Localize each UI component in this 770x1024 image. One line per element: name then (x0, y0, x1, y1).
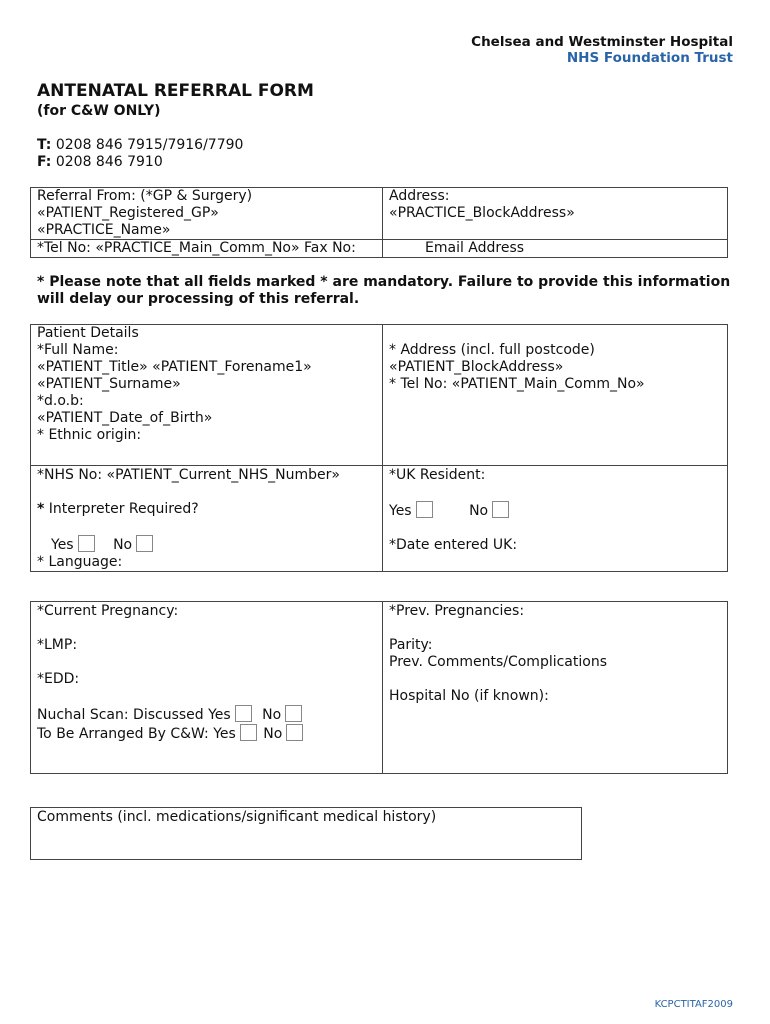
interpreter-yes-checkbox[interactable] (78, 535, 95, 552)
referral-table (30, 187, 728, 258)
form-subtitle: (for C&W ONLY) (37, 103, 161, 119)
form-title: ANTENATAL REFERRAL FORM (37, 81, 314, 101)
uk-resident-cell: *UK Resident: Yes No *Date entered UK: (383, 466, 728, 572)
interpreter-options: Yes No (37, 535, 376, 554)
practice-tel-fax-cell[interactable]: *Tel No: «PRACTICE_Main_Comm_No» Fax No: (31, 240, 383, 258)
trust-name: NHS Foundation Trust (566, 50, 733, 66)
current-pregnancy-cell[interactable]: *Current Pregnancy: *LMP: *EDD: Nuchal Scan: Discussed Yes No To Be Arranged By C&W: Yes No (31, 602, 383, 774)
comments-table (30, 807, 582, 860)
uk-resident-yes-checkbox[interactable] (416, 501, 433, 518)
nuchal-yes-checkbox[interactable] (235, 705, 252, 722)
fax-line: F: 0208 846 7910 (37, 154, 163, 170)
interpreter-no-checkbox[interactable] (136, 535, 153, 552)
patient-details-table (30, 324, 728, 572)
comments-cell[interactable]: Comments (incl. medications/significant medical history) (31, 808, 582, 860)
date-entered-uk-field[interactable]: *Date entered UK: (389, 537, 518, 553)
interpreter-question: * Interpreter Required? (37, 501, 199, 517)
previous-pregnancies-cell[interactable]: *Prev. Pregnancies: Parity: Prev. Comments/Complications Hospital No (if known): (383, 602, 728, 774)
hospital-name: Chelsea and Westminster Hospital (471, 34, 733, 50)
nuchal-scan-row: Nuchal Scan: Discussed Yes No (37, 705, 376, 724)
hospital-header (471, 34, 733, 66)
uk-resident-no-checkbox[interactable] (492, 501, 509, 518)
arranged-yes-checkbox[interactable] (240, 724, 257, 741)
arranged-no-checkbox[interactable] (286, 724, 303, 741)
nhs-number-field[interactable]: *NHS No: «PATIENT_Current_NHS_Number» (37, 467, 340, 483)
contact-numbers (37, 137, 243, 171)
patient-details-cell[interactable]: Patient Details *Full Name: «PATIENT_Title» «PATIENT_Forename1» «PATIENT_Surname» *d.o.b: «PATIENT_Date_of_Birth» * Ethnic origin: (31, 325, 383, 466)
arranged-row: To Be Arranged By C&W: Yes No (37, 724, 376, 743)
telephone-line: T: 0208 846 7915/7916/7790 (37, 137, 244, 153)
patient-address-cell[interactable]: * Address (incl. full postcode) «PATIENT_BlockAddress» * Tel No: «PATIENT_Main_Comm_No» (383, 325, 728, 466)
uk-resident-options: Yes No (389, 501, 721, 520)
practice-address-cell[interactable]: Address: «PRACTICE_BlockAddress» (383, 188, 728, 240)
nuchal-no-checkbox[interactable] (285, 705, 302, 722)
referral-from-cell[interactable]: Referral From: (*GP & Surgery) «PATIENT_Registered_GP» «PRACTICE_Name» (31, 188, 383, 240)
pregnancy-table (30, 601, 728, 774)
mandatory-notice: * Please note that all fields marked * are mandatory. Failure to provide this information will delay our processing of this referral. (37, 274, 731, 307)
language-field[interactable]: * Language: (37, 554, 123, 570)
practice-email-cell[interactable]: Email Address (383, 240, 728, 258)
form-code: KCPCTITAF2009 (654, 999, 733, 1010)
nhs-interpreter-cell (31, 466, 383, 572)
